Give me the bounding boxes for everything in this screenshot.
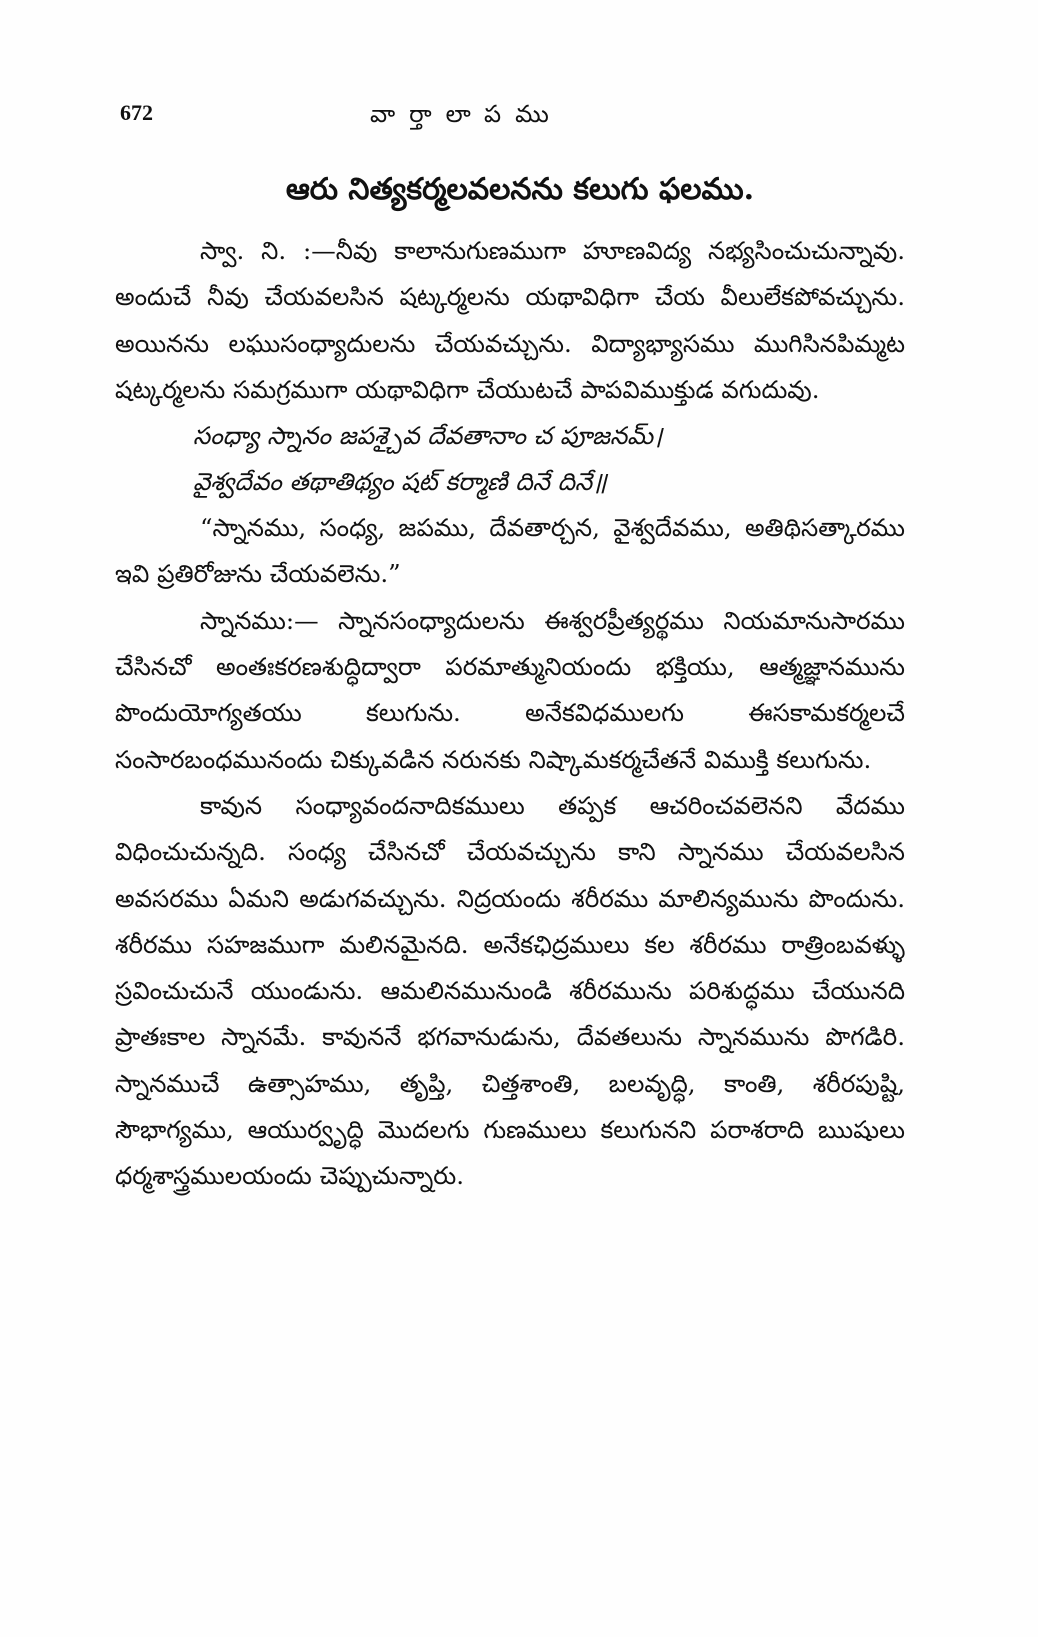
page-header <box>120 100 920 140</box>
paragraph-sandhya: కావున సంధ్యావందనాదికములు తప్పక ఆచరించవలెనని వేదము విధించుచున్నది. సంధ్య చేసినచో చేయవచ్చును కాని స్నానము చేయవలసిన అవసరము ఏమని అడుగవచ్చును. నిద్రయందు శరీరము మాలిన్యమును పొందును. శరీరము సహజముగా మలినమైనది. అనేకఛిద్రములు కల శరీరము రాత్రింబవళ్ళు స్రవించుచునే యుండును. ఆమలినమునుండి శరీరమును పరిశుద్ధము చేయునది ప్రాతఃకాల స్నానమే. కావుననే భగవానుడును, దేవతలును స్నానమును పొగడిరి. స్నానముచే ఉత్సాహము, తృప్తి, చిత్తశాంతి, బలవృద్ధి, కాంతి, శరీరపుష్టి, సౌభాగ్యము, ఆయుర్వృద్ధి మొదలగు గుణములు కలుగునని పరాశరాది ఋషులు ధర్మశాస్త్రములయందు చెప్పుచున్నారు. <box>115 790 905 1191</box>
verse-line-1: సంధ్యా స్నానం జపశ్చైవ దేవతానాం చ పూజనమ్। <box>193 421 663 451</box>
paragraph-snanamu: స్నానము:— స్నానసంధ్యాదులను ఈశ్వరప్రీత్యర్థము నియమానుసారము చేసినచో అంతఃకరణశుద్ధిద్వారా పరమాత్మునియందు భక్తియు, ఆత్మజ్ఞానమును పొందుయోగ్యతయు కలుగును. అనేకవిధములగు ఈసకామకర్మలచే సంసారబంధమునందు చిక్కువడిన నరునకు నిష్కామకర్మచేతనే విముక్తి కలుగును. <box>115 605 905 774</box>
running-head: వార్తాలాపము <box>370 100 563 128</box>
sanskrit-verse <box>115 413 905 505</box>
page-number: 672 <box>120 100 153 125</box>
body-text <box>115 228 905 1200</box>
verse-line-2: వైశ్వదేవం తథాతిథ్యం షట్ కర్మాణి దినే దినే॥ <box>193 467 607 497</box>
paragraph-intro: స్వా. ని. :—నీవు కాలానుగుణముగా హూణవిద్య నభ్యసించుచున్నావు. అందుచే నీవు చేయవలసిన షట్కర్మలను యథావిధిగా చేయ వీలులేకపోవచ్చును. అయినను లఘుసంధ్యాదులను చేయవచ్చును. విద్యాభ్యాసము ముగిసినపిమ్మట షట్కర్మలను సమగ్రముగా యథావిధిగా చేయుటచే పాపవిముక్తుడ వగుదువు. <box>115 236 905 404</box>
paragraph-verse-meaning: “స్నానము, సంధ్య, జపము, దేవతార్చన, వైశ్వదేవము, అతిథిసత్కారము ఇవి ప్రతిరోజును చేయవలెను.” <box>115 513 905 589</box>
section-title: ఆరు నిత్యకర్మలవలనను కలుగు ఫలము. <box>285 172 755 207</box>
